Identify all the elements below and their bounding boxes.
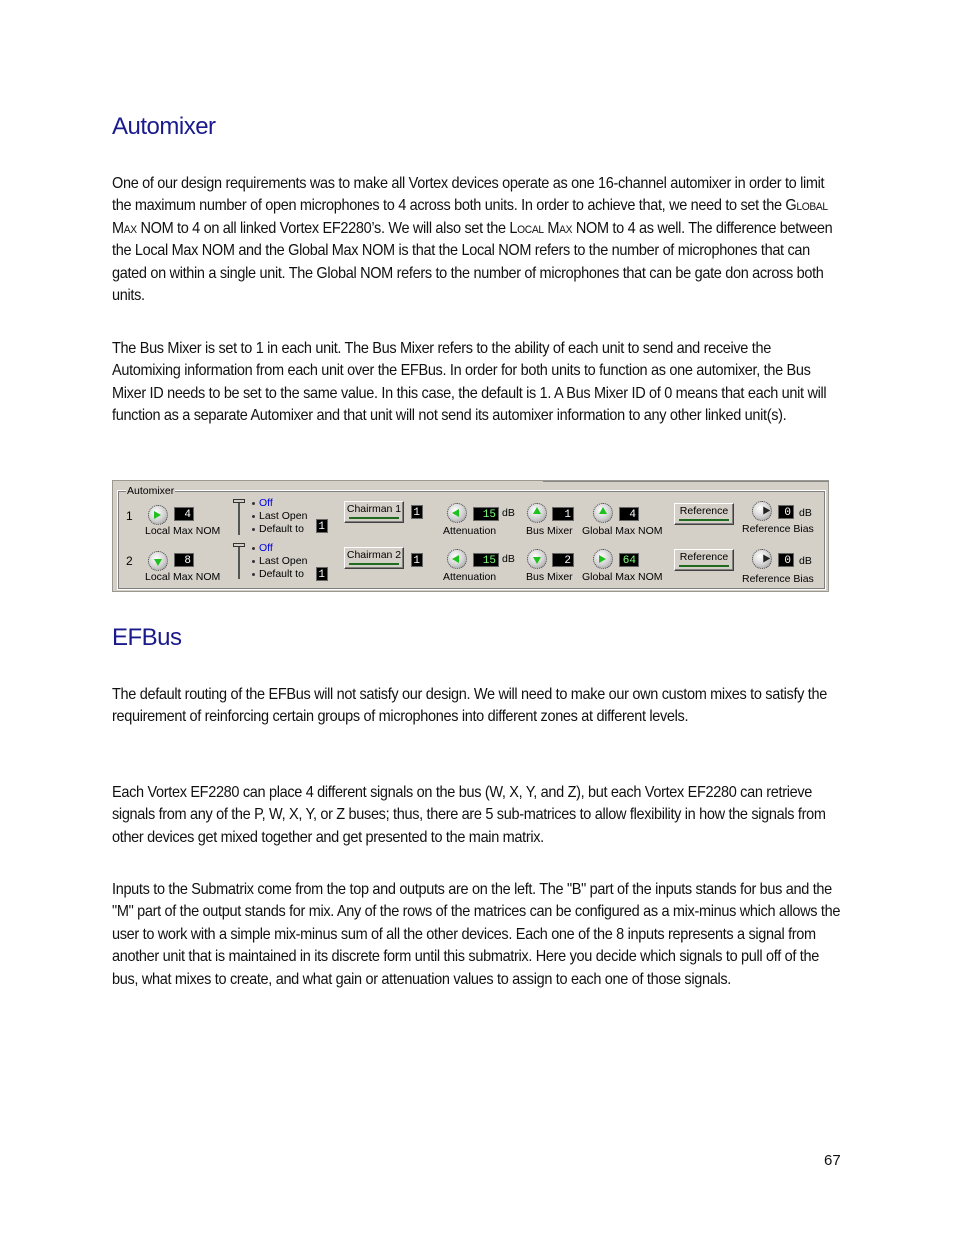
option-default-to[interactable]: Default to <box>252 568 304 580</box>
attenuation-display: 15 <box>473 553 499 567</box>
global-max-nom-display: 64 <box>619 553 639 567</box>
attenuation-label: Attenuation <box>443 571 497 583</box>
local-max-nom-label: Local Max NOM <box>145 571 221 583</box>
bus-mixer-label: Bus Mixer <box>526 571 573 583</box>
mode-slider-track <box>238 501 240 535</box>
automixer-row-1 <box>118 493 825 539</box>
bus-mixer-display: 1 <box>552 507 574 521</box>
attenuation-unit: dB <box>502 553 515 565</box>
p1-local-max: Local Max <box>509 219 573 237</box>
unit-number: 2 <box>126 554 133 568</box>
bus-mixer-knob[interactable] <box>527 503 547 523</box>
reference-bias-knob[interactable] <box>752 501 772 521</box>
global-max-nom-knob[interactable] <box>593 549 613 569</box>
option-last-open[interactable]: Last Open <box>252 510 307 522</box>
default-to-display: 1 <box>316 519 328 533</box>
global-max-nom-knob[interactable] <box>593 503 613 523</box>
attenuation-unit: dB <box>502 507 515 519</box>
reference-bias-label: Reference Bias <box>742 573 814 585</box>
attenuation-knob[interactable] <box>447 503 467 523</box>
bus-mixer-label: Bus Mixer <box>526 525 573 537</box>
automixer-heading: Automixer <box>112 113 216 140</box>
chairman-display: 1 <box>411 505 423 519</box>
reference-button[interactable]: Reference <box>674 503 734 525</box>
paragraph-efbus-routing: The default routing of the EFBus will not satisfy our design. We will need to make our own custom mixes to satisfy the requirement of reinforcing certain groups of microphones into different zones at different levels. <box>112 686 827 726</box>
reference-bias-unit: dB <box>799 507 812 519</box>
p1-text-a: One of our design requirements was to make all Vortex devices operate as one 16-channel automixer in order to limit the maximum number of open microphones to 4 across both units. In order to achieve that, we need to set the <box>112 175 825 215</box>
chairman-button[interactable]: Chairman 1 <box>344 501 404 523</box>
paragraph-global-max-nom <box>112 173 842 307</box>
global-max-nom-label: Global Max NOM <box>582 525 663 537</box>
paragraph-submatrix: Inputs to the Submatrix come from the top and outputs are on the left. The "B" part of the inputs stands for bus and the "M" part of the output stands for mix. Any of the rows of the matrices can be configured as a mix-minus which allows the user to work with a simple mix-minus sum of all the other devices. Each one of the 8 inputs represents a signal from another unit that is maintained in its discrete form until this submatrix. Here you decide which signals to pull off of the bus, what mixes to create, and what gain or attenuation values to assign to each one of those signals. <box>112 881 841 988</box>
local-max-nom-knob[interactable] <box>148 551 168 571</box>
option-off[interactable]: Off <box>252 542 273 554</box>
attenuation-display: 15 <box>473 507 499 521</box>
automixer-group <box>117 485 826 590</box>
attenuation-label: Attenuation <box>443 525 497 537</box>
mode-slider-handle[interactable] <box>233 543 245 547</box>
automixer-panel <box>112 480 829 592</box>
chairman-display: 1 <box>411 553 423 567</box>
p1-text-c: NOM to 4 as well. The difference between the Local Max NOM and the Global Max NOM is that the Local NOM refers to the number of microphones that can gated on within a single unit. The Global NOM refers to the number of microphones that can be gate don across both units. <box>112 219 833 305</box>
automixer-group-title: Automixer <box>127 485 175 497</box>
mode-slider-track <box>238 545 240 579</box>
reference-button[interactable]: Reference <box>674 549 734 571</box>
automixer-row-2 <box>118 539 825 585</box>
attenuation-knob[interactable] <box>447 549 467 569</box>
option-default-to[interactable]: Default to <box>252 523 304 535</box>
reference-bias-unit: dB <box>799 555 812 567</box>
default-to-display: 1 <box>316 567 328 581</box>
global-max-nom-label: Global Max NOM <box>582 571 663 583</box>
local-max-nom-knob[interactable] <box>148 505 168 525</box>
reference-bias-knob[interactable] <box>752 549 772 569</box>
p1-global-max: Global Max <box>112 197 828 237</box>
page-number: 67 <box>824 1152 841 1169</box>
bus-mixer-display: 2 <box>552 553 574 567</box>
efbus-heading: EFBus <box>112 624 182 651</box>
reference-bias-display: 0 <box>778 505 794 519</box>
mode-slider-handle[interactable] <box>233 499 245 503</box>
option-off[interactable]: Off <box>252 497 273 509</box>
local-max-nom-display: 8 <box>174 553 194 567</box>
paragraph-bus-signals: Each Vortex EF2280 can place 4 different signals on the bus (W, X, Y, and Z), but each Vortex EF2280 can retrieve signals from any of the P, W, X, Y, or Z buses; thus, there are 5 sub-matrices to allow flexibility in how the signals from other devices get mixed together and get presented to the main matrix. <box>112 784 826 846</box>
chairman-button[interactable]: Chairman 2 <box>344 547 404 569</box>
p1-text-b: NOM to 4 on all linked Vortex EF2280’s. We will also set the <box>136 219 510 237</box>
local-max-nom-label: Local Max NOM <box>145 525 221 537</box>
local-max-nom-display: 4 <box>174 507 194 521</box>
unit-number: 1 <box>126 509 133 523</box>
option-last-open[interactable]: Last Open <box>252 555 307 567</box>
bus-mixer-knob[interactable] <box>527 549 547 569</box>
reference-bias-label: Reference Bias <box>742 523 814 535</box>
global-max-nom-display: 4 <box>619 507 639 521</box>
paragraph-bus-mixer: The Bus Mixer is set to 1 in each unit. The Bus Mixer refers to the ability of each unit to send and receive the Automixing information from each unit over the EFBus. In order for both units to function as one automixer, the Bus Mixer ID needs to be set to the same value. In this case, the default is 1. A Bus Mixer ID of 0 means that each unit will function as a separate Automixer and that unit will not send its automixer information to any other linked unit(s). <box>112 340 827 425</box>
reference-bias-display: 0 <box>778 553 794 567</box>
